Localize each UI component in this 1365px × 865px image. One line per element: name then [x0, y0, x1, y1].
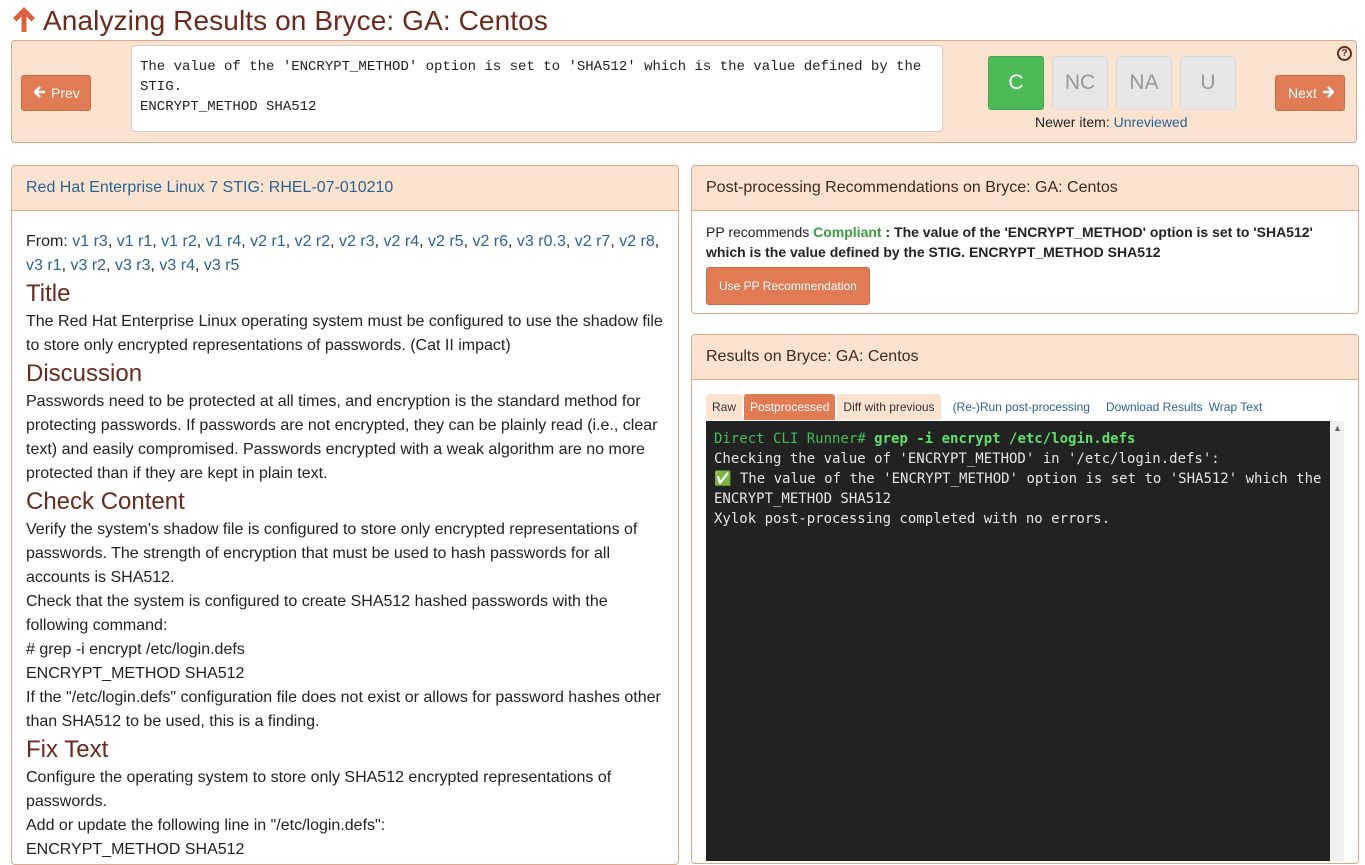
review-comment-input[interactable]: [131, 45, 943, 132]
status-compliant-button[interactable]: C: [988, 56, 1044, 110]
review-panel: [11, 40, 1357, 143]
title-heading: Title: [26, 280, 71, 307]
results-panel: [691, 334, 1359, 864]
rerun-postprocessing-link[interactable]: (Re-)Run post-processing: [952, 400, 1090, 414]
version-link[interactable]: v2 r4: [383, 233, 420, 250]
version-link[interactable]: v2 r3: [339, 233, 375, 250]
results-tabs: [692, 391, 1358, 423]
version-link[interactable]: v3 r1: [26, 257, 62, 274]
version-link[interactable]: v1 r4: [205, 233, 242, 250]
version-link[interactable]: v2 r1: [250, 233, 286, 250]
newer-item: [1035, 114, 1188, 130]
tab-raw[interactable]: Raw: [706, 394, 742, 420]
terminal-command: grep -i encrypt /etc/login.defs: [874, 431, 1136, 447]
check-content-text: Check that the system is configured to create SHA512 hashed passwords with the following command:: [26, 593, 608, 634]
pp-panel-header: Post-processing Recommendations on Bryce: GA: Centos: [692, 166, 1358, 211]
version-list: From: v1 r3, v1 r1, v1 r2, v1 r4, v2 r1, v2 r2, v2 r3, v2 r4, v2 r5, v2 r6, v3 r0.3, v2 r7, v2 r8, v3 r1, v3 r2, v3 r3, v3 r4, v3 r5: [26, 233, 660, 274]
version-link[interactable]: v1 r3: [72, 233, 108, 250]
stig-panel-header: [12, 166, 678, 211]
wrap-text-link[interactable]: Wrap Text: [1208, 400, 1263, 414]
status-noncompliant-button[interactable]: NC: [1052, 56, 1108, 110]
terminal-line: ENCRYPT_METHOD SHA512: [714, 491, 892, 507]
scroll-up-icon[interactable]: ▲: [1333, 423, 1342, 433]
version-link[interactable]: v1 r1: [116, 233, 153, 250]
discussion-heading: Discussion: [26, 360, 143, 387]
terminal-line: Checking the value of 'ENCRYPT_METHOD' in '/etc/login.defs':: [714, 451, 1220, 467]
use-pp-recommendation-button[interactable]: Use PP Recommendation: [706, 267, 870, 305]
pp-text: : The value of the 'ENCRYPT_METHOD' option is set to 'SHA512' which is the value defined by the STIG. ENCRYPT_METHOD SHA512: [706, 224, 1313, 260]
pp-recommendation: [706, 222, 1344, 262]
arrow-right-icon: [1322, 85, 1334, 101]
terminal-scrollbar[interactable]: [1330, 421, 1344, 861]
fix-text-heading: Fix Text: [26, 736, 109, 763]
pp-status: Compliant: [813, 224, 882, 240]
newer-item-label: Newer item:: [1035, 114, 1110, 130]
prev-label: Prev: [51, 85, 80, 101]
tab-diff-previous[interactable]: Diff with previous: [837, 394, 940, 420]
help-icon[interactable]: ?: [1337, 46, 1352, 61]
page-heading: [11, 4, 548, 38]
terminal-line: The value of the 'ENCRYPT_METHOD' option is set to 'SHA512' which the: [731, 471, 1322, 487]
terminal-line: Xylok post-processing completed with no errors.: [714, 511, 1111, 527]
terminal-output[interactable]: [706, 421, 1330, 861]
pp-panel: [691, 165, 1359, 314]
version-link[interactable]: v3 r0.3: [516, 233, 566, 250]
fix-text: ENCRYPT_METHOD SHA512: [26, 841, 245, 858]
check-mark-icon: ✅: [714, 471, 732, 487]
stig-panel: [11, 165, 679, 865]
prev-button[interactable]: [21, 75, 91, 111]
from-label: From:: [26, 233, 68, 250]
check-content-text: If the "/etc/login.defs" configuration file does not exist or allows for password hashes other than SHA512 to be used, this is a finding.: [26, 689, 661, 730]
discussion-text: Passwords need to be protected at all times, and encryption is the standard method for protecting passwords. If passwords are not encrypted, they can be plainly read (i.e., clear text) and easily compromised. Passwords encrypted with a weak algorithm are no more protected than if they are kept in plain text.: [26, 393, 658, 482]
status-not-applicable-button[interactable]: NA: [1116, 56, 1172, 110]
version-link[interactable]: v3 r4: [159, 257, 195, 274]
version-link[interactable]: v3 r3: [114, 257, 151, 274]
check-content-text: Verify the system's shadow file is configured to store only encrypted representations of passwords. The strength of encryption that must be used to hash passwords for all accounts is SHA512.: [26, 521, 638, 586]
version-link[interactable]: v2 r8: [619, 233, 655, 250]
version-link[interactable]: v2 r5: [427, 233, 464, 250]
tab-postprocessed[interactable]: Postprocessed: [744, 394, 835, 420]
check-content-text: # grep -i encrypt /etc/login.defs: [26, 641, 245, 658]
status-button-group: [988, 56, 1236, 110]
status-unreviewed-button[interactable]: U: [1180, 56, 1236, 110]
fix-text: Add or update the following line in "/etc/login.defs":: [26, 817, 386, 834]
terminal-prompt: Direct CLI Runner#: [714, 431, 866, 447]
arrow-up-icon: [11, 5, 37, 38]
download-results-link[interactable]: Download Results: [1105, 400, 1203, 414]
stig-rule-link[interactable]: Red Hat Enterprise Linux 7 STIG: RHEL-07-010210: [26, 179, 394, 196]
newer-item-link[interactable]: Unreviewed: [1113, 114, 1188, 130]
check-content-heading: Check Content: [26, 488, 185, 515]
check-content-text: ENCRYPT_METHOD SHA512: [26, 665, 245, 682]
results-panel-header: Results on Bryce: GA: Centos: [692, 335, 1358, 380]
title-text: The Red Hat Enterprise Linux operating system must be configured to use the shadow file to store only encrypted representations of passwords. (Cat II impact): [26, 313, 663, 354]
fix-text: Configure the operating system to store only SHA512 encrypted representations of passwords.: [26, 769, 612, 810]
next-label: Next: [1288, 85, 1317, 101]
version-link[interactable]: v1 r2: [161, 233, 197, 250]
version-link[interactable]: v2 r2: [294, 233, 331, 250]
pp-body: [692, 211, 1358, 314]
stig-body: [12, 211, 678, 862]
version-link[interactable]: v3 r2: [70, 257, 107, 274]
version-link[interactable]: v3 r5: [203, 257, 240, 274]
version-link[interactable]: v2 r6: [472, 233, 509, 250]
page-title: Analyzing Results on Bryce: GA: Centos: [43, 5, 548, 36]
version-link[interactable]: v2 r7: [574, 233, 611, 250]
arrow-left-icon: [34, 85, 46, 101]
pp-recommends-label: PP recommends: [706, 224, 810, 240]
next-button[interactable]: [1275, 75, 1345, 111]
